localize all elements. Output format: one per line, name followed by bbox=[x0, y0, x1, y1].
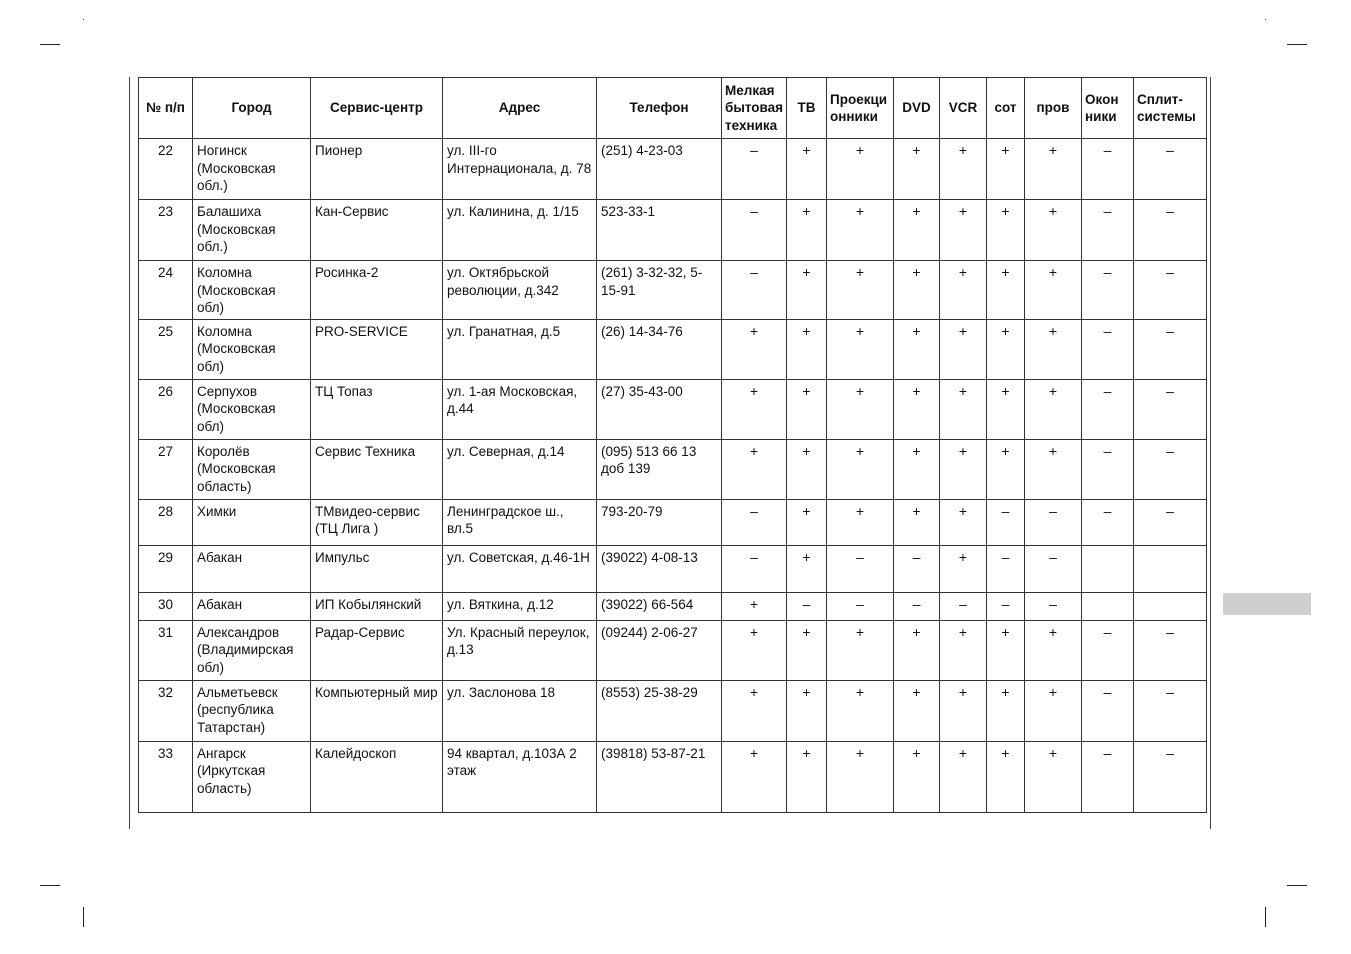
availability-mark: – bbox=[722, 545, 787, 592]
table-row bbox=[139, 200, 1207, 261]
availability-mark: + bbox=[987, 319, 1025, 379]
row-number: 22 bbox=[139, 139, 193, 200]
availability-mark: + bbox=[787, 741, 827, 812]
row-number: 33 bbox=[139, 741, 193, 812]
service-center-cell: Радар-Сервис bbox=[311, 620, 443, 680]
register-dot-left bbox=[83, 19, 84, 20]
header-cellular: сот bbox=[987, 78, 1025, 139]
row-number: 29 bbox=[139, 545, 193, 592]
availability-mark: – bbox=[1025, 545, 1082, 592]
availability-mark: + bbox=[722, 680, 787, 741]
availability-mark: + bbox=[787, 499, 827, 545]
table-row bbox=[139, 499, 1207, 545]
service-center-cell: ТЦ Топаз bbox=[311, 379, 443, 439]
phone-cell: 523-33-1 bbox=[597, 200, 722, 261]
availability-mark: + bbox=[722, 741, 787, 812]
header-number: № п/п bbox=[139, 78, 193, 139]
availability-mark: – bbox=[1082, 319, 1134, 379]
address-cell: ул. Советская, д.46-1Н bbox=[443, 545, 597, 592]
service-center-cell: ИП Кобылянский bbox=[311, 592, 443, 620]
address-cell: ул. Северная, д.14 bbox=[443, 439, 597, 499]
header-address: Адрес bbox=[443, 78, 597, 139]
city-cell: Коломна (Московская обл) bbox=[193, 261, 311, 320]
availability-mark: + bbox=[894, 439, 940, 499]
availability-mark: + bbox=[1025, 261, 1082, 320]
header-vcr: VCR bbox=[940, 78, 987, 139]
header-service-center: Сервис-центр bbox=[311, 78, 443, 139]
availability-mark: – bbox=[1134, 261, 1207, 320]
availability-mark: + bbox=[894, 379, 940, 439]
availability-mark: – bbox=[1134, 139, 1207, 200]
city-cell: Серпухов (Московская обл) bbox=[193, 379, 311, 439]
availability-mark: + bbox=[787, 319, 827, 379]
availability-mark: + bbox=[787, 439, 827, 499]
availability-mark: – bbox=[1134, 379, 1207, 439]
availability-mark: + bbox=[827, 319, 894, 379]
address-cell: Ленинградское ш., вл.5 bbox=[443, 499, 597, 545]
city-cell: Химки bbox=[193, 499, 311, 545]
availability-mark: + bbox=[894, 200, 940, 261]
availability-mark: + bbox=[940, 741, 987, 812]
availability-mark: – bbox=[1134, 680, 1207, 741]
address-cell: ул. Вяткина, д.12 bbox=[443, 592, 597, 620]
table-row bbox=[139, 620, 1207, 680]
availability-mark: – bbox=[1082, 200, 1134, 261]
service-center-cell: Кан-Сервис bbox=[311, 200, 443, 261]
availability-mark: + bbox=[787, 545, 827, 592]
address-cell: ул. 1-ая Московская, д.44 bbox=[443, 379, 597, 439]
row-number: 31 bbox=[139, 620, 193, 680]
crop-mark-bottom-right-h bbox=[1287, 885, 1307, 886]
availability-mark: + bbox=[940, 261, 987, 320]
city-cell: Ногинск (Московская обл.) bbox=[193, 139, 311, 200]
city-cell: Коломна (Московская обл) bbox=[193, 319, 311, 379]
availability-mark: + bbox=[1025, 139, 1082, 200]
availability-mark: + bbox=[940, 379, 987, 439]
availability-mark: + bbox=[940, 680, 987, 741]
table-row bbox=[139, 319, 1207, 379]
availability-mark: – bbox=[722, 139, 787, 200]
phone-cell: (27) 35-43-00 bbox=[597, 379, 722, 439]
table-row bbox=[139, 545, 1207, 592]
availability-mark: + bbox=[1025, 680, 1082, 741]
row-number: 25 bbox=[139, 319, 193, 379]
availability-mark bbox=[1082, 592, 1134, 620]
availability-mark: + bbox=[894, 499, 940, 545]
address-cell: Ул. Красный переулок, д.13 bbox=[443, 620, 597, 680]
city-cell: Абакан bbox=[193, 545, 311, 592]
header-split-systems: Сплит-системы bbox=[1134, 78, 1207, 139]
address-cell: ул. Калинина, д. 1/15 bbox=[443, 200, 597, 261]
availability-mark: + bbox=[827, 620, 894, 680]
availability-mark: + bbox=[787, 261, 827, 320]
city-cell: Александров (Владимирская обл) bbox=[193, 620, 311, 680]
availability-mark: + bbox=[894, 319, 940, 379]
availability-mark: + bbox=[894, 680, 940, 741]
availability-mark: – bbox=[722, 261, 787, 320]
availability-mark: – bbox=[1082, 741, 1134, 812]
availability-mark: + bbox=[827, 379, 894, 439]
availability-mark: + bbox=[722, 379, 787, 439]
service-center-cell: Сервис Техника bbox=[311, 439, 443, 499]
row-number: 26 bbox=[139, 379, 193, 439]
availability-mark: + bbox=[1025, 620, 1082, 680]
availability-mark: + bbox=[1025, 379, 1082, 439]
row-number: 24 bbox=[139, 261, 193, 320]
city-cell: Абакан bbox=[193, 592, 311, 620]
availability-mark bbox=[1082, 545, 1134, 592]
header-wired: пров bbox=[1025, 78, 1082, 139]
availability-mark: + bbox=[722, 592, 787, 620]
availability-mark: – bbox=[722, 200, 787, 261]
availability-mark: + bbox=[827, 680, 894, 741]
header-projectors: Проекци онники bbox=[827, 78, 894, 139]
crop-mark-top-right-h bbox=[1287, 44, 1307, 45]
phone-cell: (39022) 4-08-13 bbox=[597, 545, 722, 592]
availability-mark: – bbox=[827, 545, 894, 592]
phone-cell: (39818) 53-87-21 bbox=[597, 741, 722, 812]
availability-mark: + bbox=[894, 261, 940, 320]
service-center-cell: Импульс bbox=[311, 545, 443, 592]
availability-mark: – bbox=[1082, 680, 1134, 741]
row-number: 32 bbox=[139, 680, 193, 741]
availability-mark: + bbox=[987, 620, 1025, 680]
availability-mark: + bbox=[894, 620, 940, 680]
service-center-cell: PRO-SERVICE bbox=[311, 319, 443, 379]
availability-mark: – bbox=[1082, 499, 1134, 545]
availability-mark: – bbox=[987, 499, 1025, 545]
header-small-appliances: Мелкая бытовая техника bbox=[722, 78, 787, 139]
availability-mark: – bbox=[1082, 439, 1134, 499]
phone-cell: 793-20-79 bbox=[597, 499, 722, 545]
availability-mark: – bbox=[1082, 139, 1134, 200]
availability-mark: – bbox=[987, 545, 1025, 592]
city-cell: Альметьевск (республика Татарстан) bbox=[193, 680, 311, 741]
table-row bbox=[139, 680, 1207, 741]
section-tab bbox=[1223, 593, 1311, 615]
availability-mark: + bbox=[940, 499, 987, 545]
table-row bbox=[139, 741, 1207, 812]
city-cell: Ангарск (Иркутская область) bbox=[193, 741, 311, 812]
availability-mark: + bbox=[987, 261, 1025, 320]
table-row bbox=[139, 261, 1207, 320]
address-cell: ул. Гранатная, д.5 bbox=[443, 319, 597, 379]
availability-mark: + bbox=[1025, 200, 1082, 261]
address-cell: ул. III-го Интернационала, д. 78 bbox=[443, 139, 597, 200]
table-row bbox=[139, 592, 1207, 620]
service-centers-table bbox=[138, 77, 1207, 813]
availability-mark: – bbox=[894, 592, 940, 620]
availability-mark: – bbox=[1134, 319, 1207, 379]
row-number: 28 bbox=[139, 499, 193, 545]
availability-mark: + bbox=[827, 139, 894, 200]
availability-mark: + bbox=[940, 620, 987, 680]
availability-mark: – bbox=[1134, 620, 1207, 680]
register-dot-right bbox=[1265, 19, 1266, 20]
availability-mark: – bbox=[827, 592, 894, 620]
table-row bbox=[139, 139, 1207, 200]
availability-mark: + bbox=[787, 680, 827, 741]
availability-mark: + bbox=[987, 741, 1025, 812]
availability-mark: – bbox=[1082, 379, 1134, 439]
service-center-cell: Калейдоскоп bbox=[311, 741, 443, 812]
availability-mark: + bbox=[894, 139, 940, 200]
address-cell: ул. Заслонова 18 bbox=[443, 680, 597, 741]
availability-mark: – bbox=[1134, 439, 1207, 499]
phone-cell: (09244) 2-06-27 bbox=[597, 620, 722, 680]
phone-cell: (261) 3-32-32, 5-15-91 bbox=[597, 261, 722, 320]
table-row bbox=[139, 379, 1207, 439]
city-cell: Балашиха (Московская обл.) bbox=[193, 200, 311, 261]
availability-mark: + bbox=[987, 439, 1025, 499]
availability-mark: – bbox=[940, 592, 987, 620]
availability-mark: – bbox=[722, 499, 787, 545]
city-cell: Королёв (Московская область) bbox=[193, 439, 311, 499]
availability-mark: + bbox=[894, 741, 940, 812]
phone-cell: (095) 513 66 13 доб 139 bbox=[597, 439, 722, 499]
phone-cell: (8553) 25-38-29 bbox=[597, 680, 722, 741]
availability-mark: – bbox=[1134, 741, 1207, 812]
frame-line-left bbox=[129, 77, 130, 829]
address-cell: ул. Октябрьской революции, д.342 bbox=[443, 261, 597, 320]
row-number: 27 bbox=[139, 439, 193, 499]
availability-mark: + bbox=[722, 439, 787, 499]
header-tv: ТВ bbox=[787, 78, 827, 139]
availability-mark: – bbox=[1025, 499, 1082, 545]
availability-mark: + bbox=[987, 139, 1025, 200]
availability-mark: + bbox=[722, 319, 787, 379]
availability-mark: – bbox=[787, 592, 827, 620]
availability-mark: + bbox=[827, 439, 894, 499]
crop-mark-bottom-left-v bbox=[83, 907, 84, 927]
availability-mark: – bbox=[894, 545, 940, 592]
availability-mark bbox=[1134, 592, 1207, 620]
availability-mark: + bbox=[940, 545, 987, 592]
availability-mark: + bbox=[1025, 439, 1082, 499]
availability-mark: + bbox=[940, 319, 987, 379]
address-cell: 94 квартал, д.103А 2 этаж bbox=[443, 741, 597, 812]
header-city: Город bbox=[193, 78, 311, 139]
availability-mark: + bbox=[827, 200, 894, 261]
service-center-cell: Пионер bbox=[311, 139, 443, 200]
availability-mark bbox=[1134, 545, 1207, 592]
table-header-row bbox=[139, 78, 1207, 139]
availability-mark: + bbox=[940, 439, 987, 499]
phone-cell: (26) 14-34-76 bbox=[597, 319, 722, 379]
availability-mark: – bbox=[1025, 592, 1082, 620]
crop-mark-top-left-h bbox=[40, 44, 60, 45]
frame-line-right bbox=[1210, 77, 1211, 829]
availability-mark: + bbox=[827, 261, 894, 320]
header-dvd: DVD bbox=[894, 78, 940, 139]
availability-mark: + bbox=[787, 200, 827, 261]
availability-mark: + bbox=[987, 680, 1025, 741]
availability-mark: + bbox=[940, 139, 987, 200]
availability-mark: + bbox=[1025, 319, 1082, 379]
header-phone: Телефон bbox=[597, 78, 722, 139]
availability-mark: – bbox=[987, 592, 1025, 620]
availability-mark: – bbox=[1082, 620, 1134, 680]
availability-mark: + bbox=[787, 379, 827, 439]
availability-mark: + bbox=[1025, 741, 1082, 812]
phone-cell: (39022) 66-564 bbox=[597, 592, 722, 620]
service-center-cell: ТМвидео-сервис (ТЦ Лига ) bbox=[311, 499, 443, 545]
availability-mark: + bbox=[827, 741, 894, 812]
availability-mark: + bbox=[987, 379, 1025, 439]
service-center-cell: Росинка-2 bbox=[311, 261, 443, 320]
row-number: 23 bbox=[139, 200, 193, 261]
availability-mark: + bbox=[987, 200, 1025, 261]
row-number: 30 bbox=[139, 592, 193, 620]
crop-mark-bottom-right-v bbox=[1265, 907, 1266, 927]
availability-mark: + bbox=[940, 200, 987, 261]
service-center-cell: Компьютерный мир bbox=[311, 680, 443, 741]
crop-mark-bottom-left-h bbox=[40, 885, 60, 886]
phone-cell: (251) 4-23-03 bbox=[597, 139, 722, 200]
availability-mark: + bbox=[787, 620, 827, 680]
availability-mark: + bbox=[827, 499, 894, 545]
header-windows: Окон ники bbox=[1082, 78, 1134, 139]
table-row bbox=[139, 439, 1207, 499]
availability-mark: – bbox=[1134, 200, 1207, 261]
availability-mark: + bbox=[722, 620, 787, 680]
availability-mark: – bbox=[1134, 499, 1207, 545]
availability-mark: + bbox=[787, 139, 827, 200]
availability-mark: – bbox=[1082, 261, 1134, 320]
